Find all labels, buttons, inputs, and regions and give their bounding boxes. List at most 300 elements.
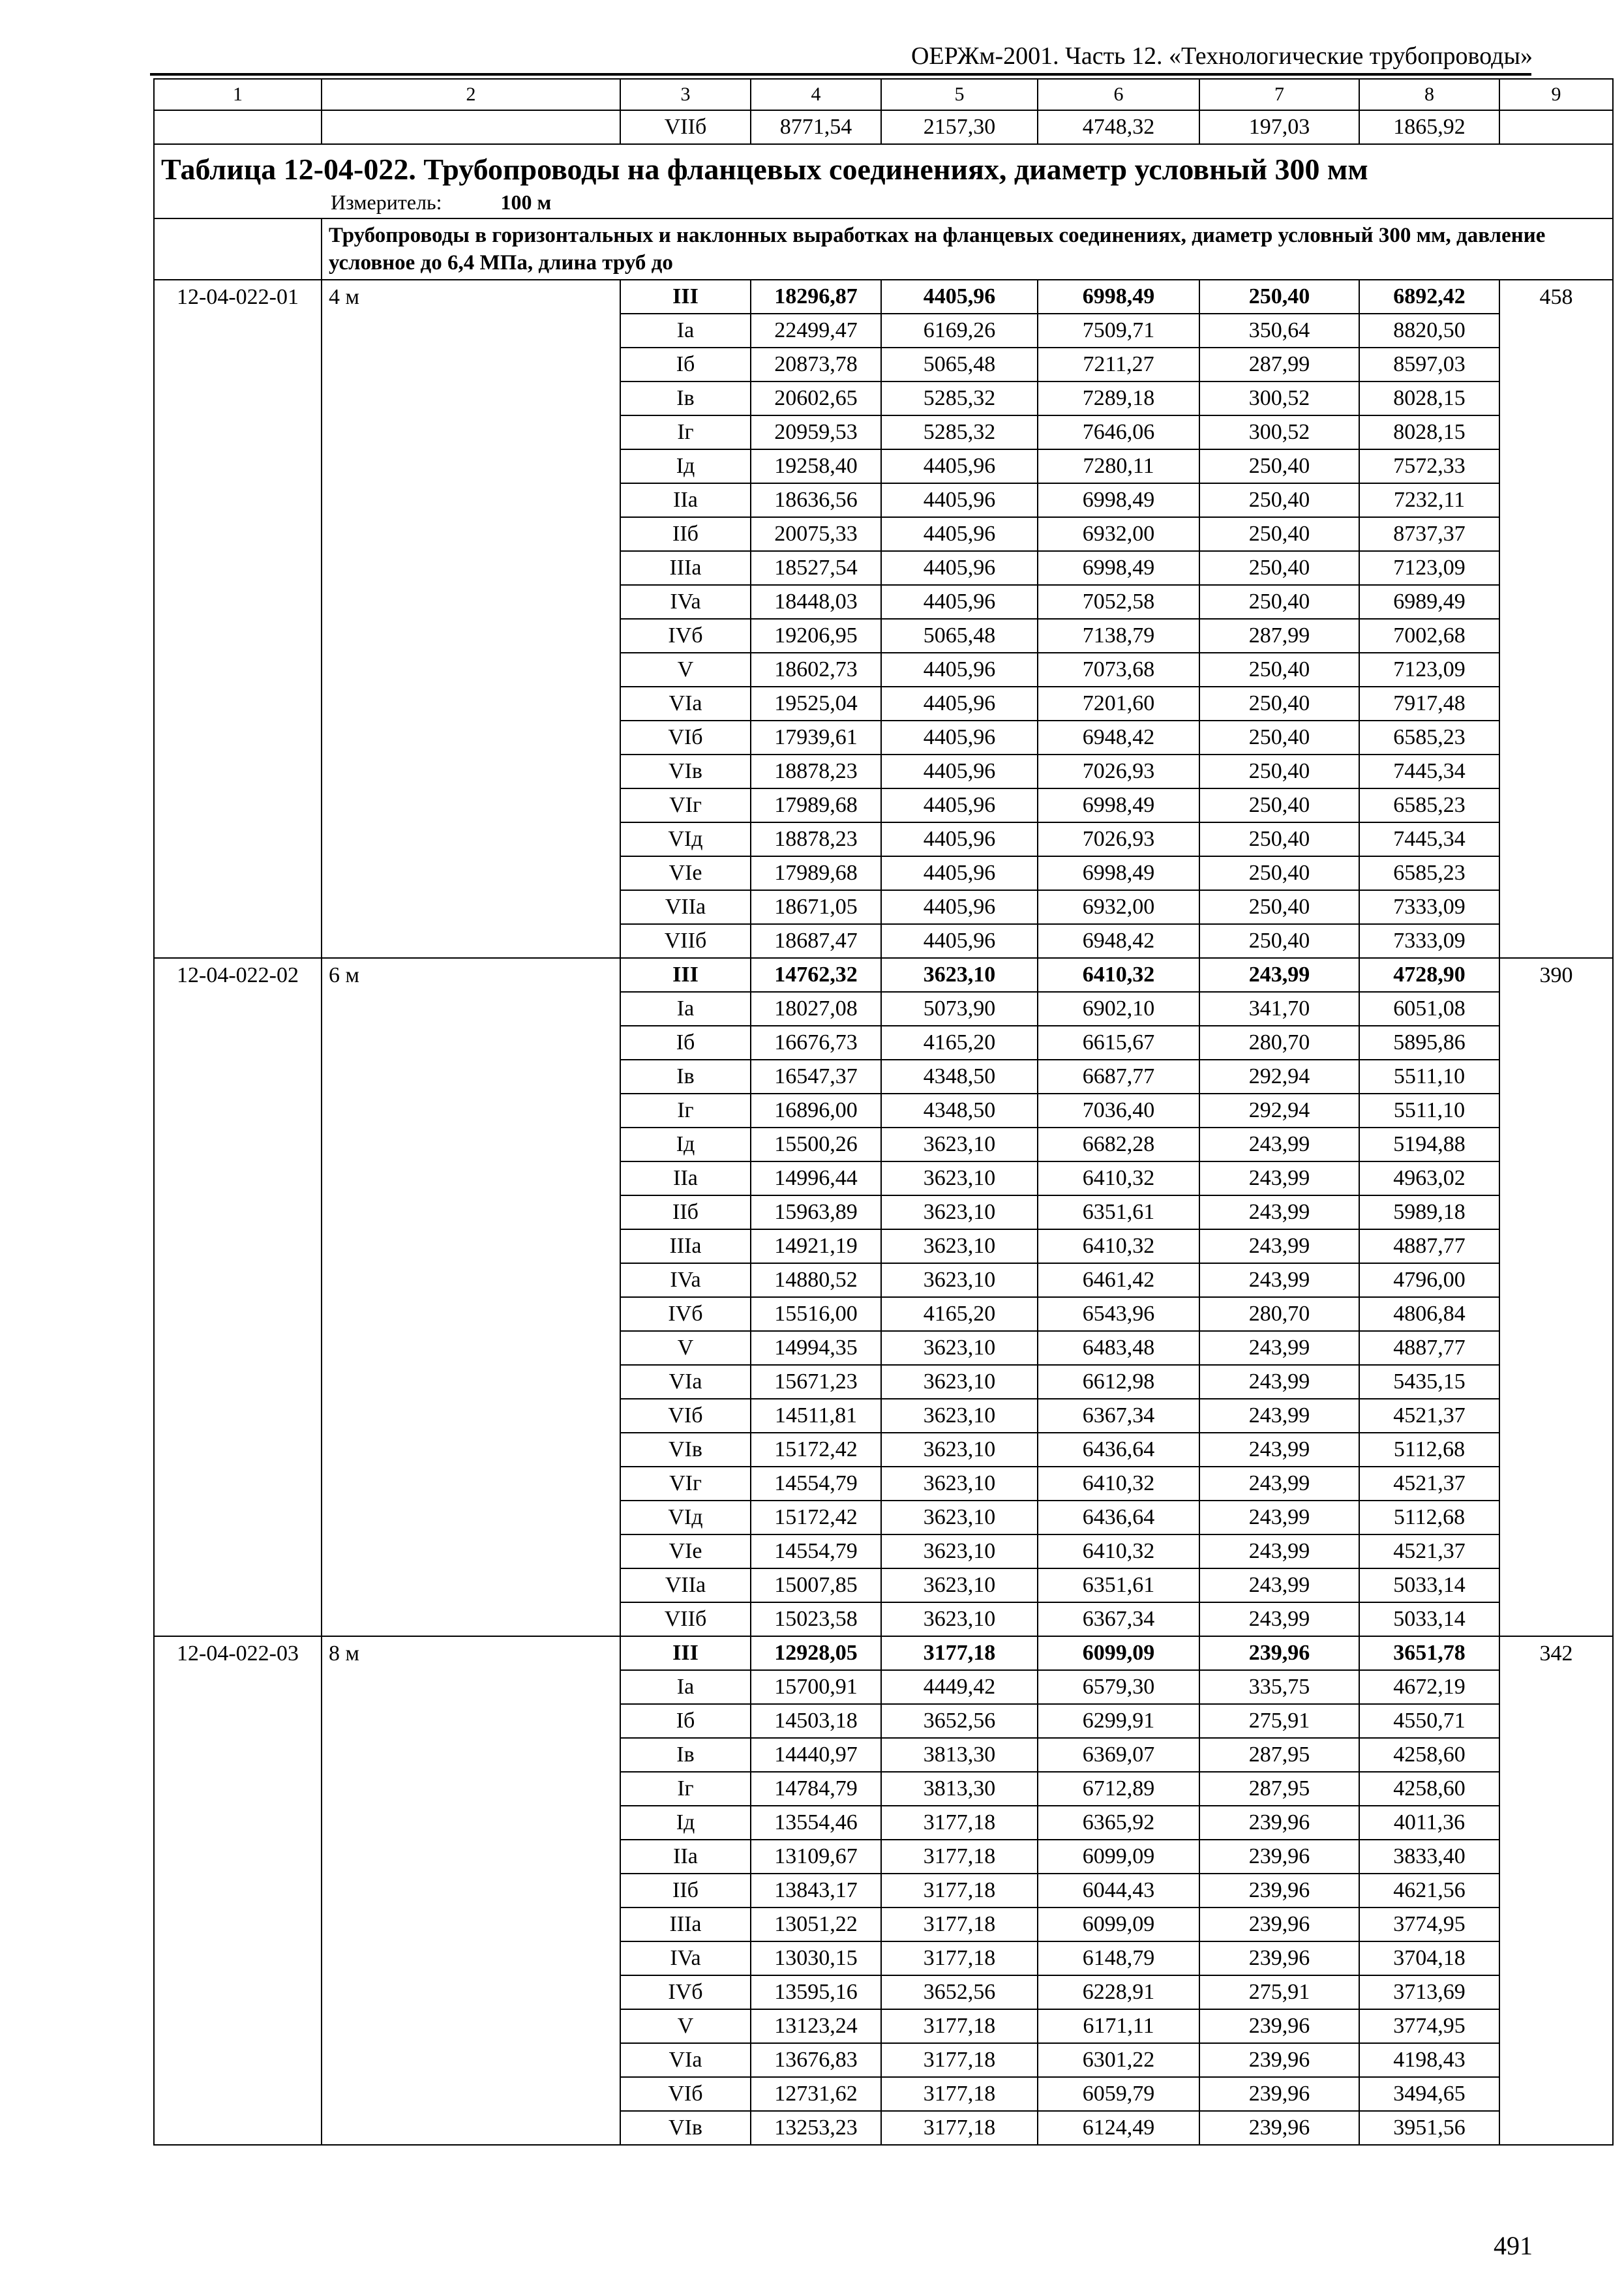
mass-cell bbox=[1499, 924, 1613, 958]
value-cell: 243,99 bbox=[1199, 1602, 1359, 1636]
category-cell: Iб bbox=[620, 1704, 751, 1738]
value-cell: 15500,26 bbox=[751, 1128, 881, 1161]
value-cell: 7509,71 bbox=[1038, 314, 1199, 348]
value-cell: 13109,67 bbox=[751, 1840, 881, 1874]
code-cell bbox=[154, 1975, 322, 2009]
value-cell: 8820,50 bbox=[1359, 314, 1499, 348]
unit-value: 100 м bbox=[500, 190, 552, 214]
mass-cell bbox=[1499, 1840, 1613, 1874]
code-cell bbox=[154, 1806, 322, 1840]
mass-cell bbox=[1499, 1467, 1613, 1501]
mass-cell bbox=[1499, 1365, 1613, 1399]
value-cell: 3623,10 bbox=[881, 1161, 1038, 1195]
value-cell: 15172,42 bbox=[751, 1501, 881, 1534]
value-cell: 4405,96 bbox=[881, 755, 1038, 788]
value-cell: 6099,09 bbox=[1038, 1908, 1199, 1941]
column-number: 4 bbox=[751, 79, 881, 110]
value-cell: 4887,77 bbox=[1359, 1229, 1499, 1263]
value-cell: 5033,14 bbox=[1359, 1568, 1499, 1602]
category-cell: Iг bbox=[620, 415, 751, 449]
length-cell bbox=[322, 1975, 620, 2009]
value-cell: 3623,10 bbox=[881, 1128, 1038, 1161]
table-row bbox=[154, 1840, 1613, 1874]
value-cell: 14996,44 bbox=[751, 1161, 881, 1195]
value-cell: 250,40 bbox=[1199, 856, 1359, 890]
table-row bbox=[154, 687, 1613, 721]
value-cell: 6461,42 bbox=[1038, 1263, 1199, 1297]
value-cell: 3651,78 bbox=[1359, 1636, 1499, 1670]
value-cell: 14503,18 bbox=[751, 1704, 881, 1738]
value-cell: 13123,24 bbox=[751, 2009, 881, 2043]
value-cell: 6989,49 bbox=[1359, 585, 1499, 619]
value-cell: 239,96 bbox=[1199, 2077, 1359, 2111]
code-cell bbox=[154, 110, 322, 144]
code-cell bbox=[154, 924, 322, 958]
mass-cell bbox=[1499, 1195, 1613, 1229]
category-cell: VIб bbox=[620, 721, 751, 755]
value-cell: 275,91 bbox=[1199, 1704, 1359, 1738]
value-cell: 15700,91 bbox=[751, 1670, 881, 1704]
value-cell: 4521,37 bbox=[1359, 1399, 1499, 1433]
mass-cell bbox=[1499, 856, 1613, 890]
value-cell: 5033,14 bbox=[1359, 1602, 1499, 1636]
length-cell bbox=[322, 653, 620, 687]
value-cell: 6169,26 bbox=[881, 314, 1038, 348]
value-cell: 250,40 bbox=[1199, 280, 1359, 314]
value-cell: 243,99 bbox=[1199, 1501, 1359, 1534]
value-cell: 4550,71 bbox=[1359, 1704, 1499, 1738]
table-row bbox=[154, 415, 1613, 449]
category-cell: Iв bbox=[620, 382, 751, 415]
length-cell bbox=[322, 1094, 620, 1128]
code-cell bbox=[154, 653, 322, 687]
code-cell bbox=[154, 1229, 322, 1263]
value-cell: 3623,10 bbox=[881, 1399, 1038, 1433]
code-cell bbox=[154, 218, 322, 280]
value-cell: 4405,96 bbox=[881, 924, 1038, 958]
value-cell: 5073,90 bbox=[881, 992, 1038, 1026]
value-cell: 3623,10 bbox=[881, 1568, 1038, 1602]
code-cell bbox=[154, 755, 322, 788]
mass-cell bbox=[1499, 653, 1613, 687]
length-cell bbox=[322, 1128, 620, 1161]
table-row bbox=[154, 585, 1613, 619]
mass-cell bbox=[1499, 585, 1613, 619]
table-row bbox=[154, 1467, 1613, 1501]
category-cell: IVб bbox=[620, 619, 751, 653]
table-row bbox=[154, 2111, 1613, 2145]
value-cell: 6998,49 bbox=[1038, 856, 1199, 890]
value-cell: 7289,18 bbox=[1038, 382, 1199, 415]
table-row bbox=[154, 1568, 1613, 1602]
category-cell: III bbox=[620, 958, 751, 992]
code-cell bbox=[154, 449, 322, 483]
value-cell: 18602,73 bbox=[751, 653, 881, 687]
mass-cell bbox=[1499, 483, 1613, 517]
value-cell: 19206,95 bbox=[751, 619, 881, 653]
length-cell bbox=[322, 449, 620, 483]
table-row bbox=[154, 856, 1613, 890]
column-number: 1 bbox=[154, 79, 322, 110]
value-cell: 8597,03 bbox=[1359, 348, 1499, 382]
category-cell: IIIa bbox=[620, 551, 751, 585]
mass-cell bbox=[1499, 890, 1613, 924]
category-cell: VIa bbox=[620, 687, 751, 721]
value-cell: 6687,77 bbox=[1038, 1060, 1199, 1094]
value-cell: 3494,65 bbox=[1359, 2077, 1499, 2111]
value-cell: 6410,32 bbox=[1038, 1229, 1199, 1263]
table-row bbox=[154, 1094, 1613, 1128]
value-cell: 7002,68 bbox=[1359, 619, 1499, 653]
table-row bbox=[154, 1975, 1613, 2009]
value-cell: 292,94 bbox=[1199, 1094, 1359, 1128]
category-cell: Ia bbox=[620, 992, 751, 1026]
code-cell bbox=[154, 1060, 322, 1094]
table-row bbox=[154, 1534, 1613, 1568]
length-cell bbox=[322, 1433, 620, 1467]
code-cell bbox=[154, 1501, 322, 1534]
value-cell: 4165,20 bbox=[881, 1026, 1038, 1060]
value-cell: 3623,10 bbox=[881, 958, 1038, 992]
value-cell: 7646,06 bbox=[1038, 415, 1199, 449]
value-cell: 4728,90 bbox=[1359, 958, 1499, 992]
value-cell: 6948,42 bbox=[1038, 721, 1199, 755]
value-cell: 3177,18 bbox=[881, 1840, 1038, 1874]
table-row bbox=[154, 1908, 1613, 1941]
category-cell: Iд bbox=[620, 1128, 751, 1161]
table-row bbox=[154, 1941, 1613, 1975]
length-cell bbox=[322, 110, 620, 144]
value-cell: 14511,81 bbox=[751, 1399, 881, 1433]
code-cell bbox=[154, 890, 322, 924]
mass-cell bbox=[1499, 721, 1613, 755]
length-cell bbox=[322, 992, 620, 1026]
column-number: 5 bbox=[881, 79, 1038, 110]
value-cell: 6932,00 bbox=[1038, 517, 1199, 551]
column-number: 2 bbox=[322, 79, 620, 110]
value-cell: 7445,34 bbox=[1359, 755, 1499, 788]
mass-cell: 342 bbox=[1499, 1636, 1613, 1670]
value-cell: 3623,10 bbox=[881, 1534, 1038, 1568]
value-cell: 4258,60 bbox=[1359, 1772, 1499, 1806]
value-cell: 3713,69 bbox=[1359, 1975, 1499, 2009]
table-row bbox=[154, 619, 1613, 653]
code-cell bbox=[154, 1568, 322, 1602]
mass-cell bbox=[1499, 687, 1613, 721]
value-cell: 7211,27 bbox=[1038, 348, 1199, 382]
mass-cell bbox=[1499, 1602, 1613, 1636]
category-cell: Iв bbox=[620, 1060, 751, 1094]
value-cell: 6351,61 bbox=[1038, 1195, 1199, 1229]
category-cell: IIб bbox=[620, 517, 751, 551]
value-cell: 6436,64 bbox=[1038, 1501, 1199, 1534]
value-cell: 3177,18 bbox=[881, 1874, 1038, 1908]
value-cell: 4521,37 bbox=[1359, 1534, 1499, 1568]
value-cell: 239,96 bbox=[1199, 2009, 1359, 2043]
value-cell: 4405,96 bbox=[881, 890, 1038, 924]
value-cell: 7333,09 bbox=[1359, 890, 1499, 924]
value-cell: 5194,88 bbox=[1359, 1128, 1499, 1161]
code-cell bbox=[154, 1772, 322, 1806]
value-cell: 3704,18 bbox=[1359, 1941, 1499, 1975]
table-row bbox=[154, 1229, 1613, 1263]
length-cell bbox=[322, 687, 620, 721]
category-cell: IVб bbox=[620, 1297, 751, 1331]
value-cell: 6410,32 bbox=[1038, 1534, 1199, 1568]
value-cell: 250,40 bbox=[1199, 653, 1359, 687]
category-cell: Iв bbox=[620, 1738, 751, 1772]
table-row bbox=[154, 2043, 1613, 2077]
value-cell: 5435,15 bbox=[1359, 1365, 1499, 1399]
mass-cell bbox=[1499, 1772, 1613, 1806]
value-cell: 16676,73 bbox=[751, 1026, 881, 1060]
mass-cell bbox=[1499, 1060, 1613, 1094]
code-cell bbox=[154, 1297, 322, 1331]
length-cell bbox=[322, 1874, 620, 1908]
code-cell bbox=[154, 517, 322, 551]
code-cell: 12-04-022-01 bbox=[154, 280, 322, 314]
value-cell: 3652,56 bbox=[881, 1704, 1038, 1738]
mass-cell bbox=[1499, 1806, 1613, 1840]
value-cell: 6369,07 bbox=[1038, 1738, 1199, 1772]
category-cell: III bbox=[620, 280, 751, 314]
category-cell: IIa bbox=[620, 1840, 751, 1874]
table-row bbox=[154, 1195, 1613, 1229]
value-cell: 6543,96 bbox=[1038, 1297, 1199, 1331]
code-cell bbox=[154, 1026, 322, 1060]
mass-cell bbox=[1499, 1094, 1613, 1128]
code-cell bbox=[154, 856, 322, 890]
length-cell bbox=[322, 1670, 620, 1704]
length-cell bbox=[322, 788, 620, 822]
value-cell: 4449,42 bbox=[881, 1670, 1038, 1704]
value-cell: 19525,04 bbox=[751, 687, 881, 721]
value-cell: 12731,62 bbox=[751, 2077, 881, 2111]
value-cell: 3177,18 bbox=[881, 2077, 1038, 2111]
value-cell: 6059,79 bbox=[1038, 2077, 1199, 2111]
value-cell: 243,99 bbox=[1199, 1534, 1359, 1568]
code-cell bbox=[154, 2043, 322, 2077]
mass-cell bbox=[1499, 619, 1613, 653]
value-cell: 18687,47 bbox=[751, 924, 881, 958]
value-cell: 4621,56 bbox=[1359, 1874, 1499, 1908]
value-cell: 3177,18 bbox=[881, 1806, 1038, 1840]
mass-cell bbox=[1499, 415, 1613, 449]
value-cell: 6367,34 bbox=[1038, 1399, 1199, 1433]
header-rule bbox=[150, 73, 1531, 76]
value-cell: 239,96 bbox=[1199, 1908, 1359, 1941]
length-cell: 8 м bbox=[322, 1636, 620, 1670]
value-cell: 4405,96 bbox=[881, 721, 1038, 755]
value-cell: 6579,30 bbox=[1038, 1670, 1199, 1704]
table-row bbox=[154, 1433, 1613, 1467]
length-cell bbox=[322, 483, 620, 517]
value-cell: 6351,61 bbox=[1038, 1568, 1199, 1602]
value-cell: 6483,48 bbox=[1038, 1331, 1199, 1365]
table-row bbox=[154, 1026, 1613, 1060]
code-cell bbox=[154, 1433, 322, 1467]
code-cell bbox=[154, 1602, 322, 1636]
code-cell bbox=[154, 1534, 322, 1568]
table-row bbox=[154, 280, 1613, 314]
length-cell bbox=[322, 1772, 620, 1806]
value-cell: 3177,18 bbox=[881, 1636, 1038, 1670]
value-cell: 6301,22 bbox=[1038, 2043, 1199, 2077]
value-cell: 4672,19 bbox=[1359, 1670, 1499, 1704]
category-cell: IIa bbox=[620, 483, 751, 517]
category-cell: IVa bbox=[620, 585, 751, 619]
value-cell: 6044,43 bbox=[1038, 1874, 1199, 1908]
value-cell: 4405,96 bbox=[881, 280, 1038, 314]
value-cell: 3623,10 bbox=[881, 1365, 1038, 1399]
value-cell: 8028,15 bbox=[1359, 415, 1499, 449]
length-cell bbox=[322, 1602, 620, 1636]
mass-cell bbox=[1499, 788, 1613, 822]
value-cell: 250,40 bbox=[1199, 585, 1359, 619]
value-cell: 350,64 bbox=[1199, 314, 1359, 348]
mass-cell bbox=[1499, 314, 1613, 348]
value-cell: 14440,97 bbox=[751, 1738, 881, 1772]
table-row bbox=[154, 517, 1613, 551]
value-cell: 5065,48 bbox=[881, 619, 1038, 653]
code-cell bbox=[154, 1331, 322, 1365]
code-cell bbox=[154, 992, 322, 1026]
length-cell bbox=[322, 1534, 620, 1568]
length-cell bbox=[322, 2111, 620, 2145]
table-title: Таблица 12-04-022. Трубопроводы на фланцевых соединениях, диаметр условный 300 мм bbox=[161, 153, 1368, 186]
length-cell bbox=[322, 1467, 620, 1501]
value-cell: 14554,79 bbox=[751, 1534, 881, 1568]
value-cell: 6410,32 bbox=[1038, 1161, 1199, 1195]
mass-cell bbox=[1499, 2111, 1613, 2145]
value-cell: 243,99 bbox=[1199, 1433, 1359, 1467]
category-cell: III bbox=[620, 1636, 751, 1670]
value-cell: 3177,18 bbox=[881, 1941, 1038, 1975]
length-cell bbox=[322, 755, 620, 788]
value-cell: 7123,09 bbox=[1359, 551, 1499, 585]
value-cell: 22499,47 bbox=[751, 314, 881, 348]
category-cell: VIд bbox=[620, 822, 751, 856]
category-cell: Iг bbox=[620, 1094, 751, 1128]
table-row bbox=[154, 1161, 1613, 1195]
value-cell: 6124,49 bbox=[1038, 2111, 1199, 2145]
length-cell bbox=[322, 415, 620, 449]
value-cell: 239,96 bbox=[1199, 1806, 1359, 1840]
value-cell: 3833,40 bbox=[1359, 1840, 1499, 1874]
value-cell: 7026,93 bbox=[1038, 822, 1199, 856]
value-cell: 3177,18 bbox=[881, 2111, 1038, 2145]
category-cell: VIIб bbox=[620, 924, 751, 958]
value-cell: 6998,49 bbox=[1038, 280, 1199, 314]
value-cell: 7036,40 bbox=[1038, 1094, 1199, 1128]
value-cell: 6228,91 bbox=[1038, 1975, 1199, 2009]
value-cell: 3623,10 bbox=[881, 1501, 1038, 1534]
value-cell: 8737,37 bbox=[1359, 517, 1499, 551]
value-cell: 6436,64 bbox=[1038, 1433, 1199, 1467]
length-cell bbox=[322, 1840, 620, 1874]
value-cell: 197,03 bbox=[1199, 110, 1359, 144]
value-cell: 7917,48 bbox=[1359, 687, 1499, 721]
value-cell: 239,96 bbox=[1199, 1840, 1359, 1874]
length-cell bbox=[322, 2009, 620, 2043]
value-cell: 4258,60 bbox=[1359, 1738, 1499, 1772]
code-cell bbox=[154, 1161, 322, 1195]
mass-cell bbox=[1499, 992, 1613, 1026]
value-cell: 7073,68 bbox=[1038, 653, 1199, 687]
value-cell: 287,95 bbox=[1199, 1738, 1359, 1772]
value-cell: 6998,49 bbox=[1038, 483, 1199, 517]
table-row bbox=[154, 382, 1613, 415]
value-cell: 6998,49 bbox=[1038, 551, 1199, 585]
code-cell bbox=[154, 2077, 322, 2111]
value-cell: 17989,68 bbox=[751, 856, 881, 890]
length-cell bbox=[322, 1060, 620, 1094]
category-cell: VIб bbox=[620, 1399, 751, 1433]
code-cell bbox=[154, 415, 322, 449]
mass-cell bbox=[1499, 348, 1613, 382]
length-cell bbox=[322, 382, 620, 415]
value-cell: 13030,15 bbox=[751, 1941, 881, 1975]
code-cell bbox=[154, 1195, 322, 1229]
value-cell: 18878,23 bbox=[751, 755, 881, 788]
value-cell: 6612,98 bbox=[1038, 1365, 1199, 1399]
mass-cell bbox=[1499, 110, 1613, 144]
value-cell: 18027,08 bbox=[751, 992, 881, 1026]
mass-cell bbox=[1499, 1501, 1613, 1534]
code-cell bbox=[154, 619, 322, 653]
value-cell: 20075,33 bbox=[751, 517, 881, 551]
value-cell: 4198,43 bbox=[1359, 2043, 1499, 2077]
category-cell: VIг bbox=[620, 1467, 751, 1501]
table-row bbox=[154, 1738, 1613, 1772]
value-cell: 275,91 bbox=[1199, 1975, 1359, 2009]
value-cell: 5112,68 bbox=[1359, 1501, 1499, 1534]
value-cell: 243,99 bbox=[1199, 1128, 1359, 1161]
mass-cell bbox=[1499, 449, 1613, 483]
mass-cell: 390 bbox=[1499, 958, 1613, 992]
category-cell: VIв bbox=[620, 1433, 751, 1467]
length-cell bbox=[322, 619, 620, 653]
value-cell: 20959,53 bbox=[751, 415, 881, 449]
value-cell: 6585,23 bbox=[1359, 721, 1499, 755]
category-cell: Iг bbox=[620, 1772, 751, 1806]
mass-cell bbox=[1499, 517, 1613, 551]
value-cell: 3623,10 bbox=[881, 1602, 1038, 1636]
length-cell bbox=[322, 2043, 620, 2077]
table-row bbox=[154, 653, 1613, 687]
table-title-row bbox=[154, 144, 1613, 218]
category-cell: VIIб bbox=[620, 1602, 751, 1636]
length-cell bbox=[322, 721, 620, 755]
value-cell: 18878,23 bbox=[751, 822, 881, 856]
length-cell: 4 м bbox=[322, 280, 620, 314]
mass-cell bbox=[1499, 2077, 1613, 2111]
table-row bbox=[154, 924, 1613, 958]
table-row bbox=[154, 2077, 1613, 2111]
value-cell: 18296,87 bbox=[751, 280, 881, 314]
value-cell: 3652,56 bbox=[881, 1975, 1038, 2009]
value-cell: 287,99 bbox=[1199, 619, 1359, 653]
value-cell: 17939,61 bbox=[751, 721, 881, 755]
value-cell: 7201,60 bbox=[1038, 687, 1199, 721]
value-cell: 13051,22 bbox=[751, 1908, 881, 1941]
value-cell: 6585,23 bbox=[1359, 856, 1499, 890]
length-cell bbox=[322, 856, 620, 890]
value-cell: 4405,96 bbox=[881, 517, 1038, 551]
value-cell: 6932,00 bbox=[1038, 890, 1199, 924]
value-cell: 5511,10 bbox=[1359, 1094, 1499, 1128]
value-cell: 7123,09 bbox=[1359, 653, 1499, 687]
